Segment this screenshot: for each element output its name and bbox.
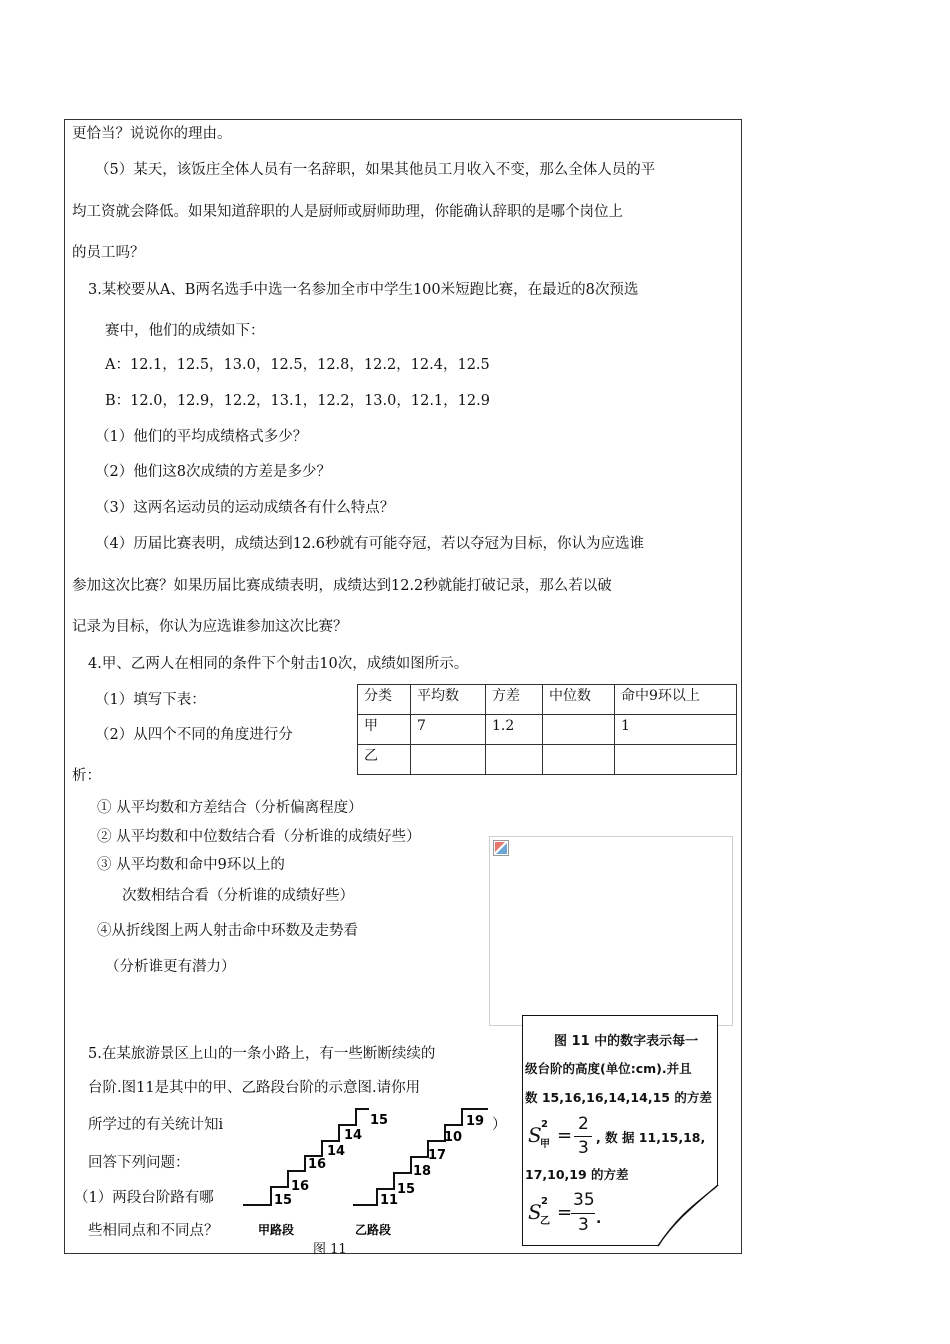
note-line: 17,10,19 的方差 <box>525 1167 629 1182</box>
analysis-item-3: ③ 从平均数和命中9环以上的 <box>97 857 285 873</box>
table-cell: 7 <box>411 715 486 745</box>
scores-b: B：12.0，12.9，12.2，13.1，12.2，13.0，12.1，12.9 <box>105 393 490 409</box>
score-table <box>357 684 737 775</box>
text-line: 更恰当？说说你的理由。 <box>72 126 232 142</box>
equals-sign: = <box>557 1202 573 1223</box>
note-line: 级台阶的高度(单位:cm).并且 <box>525 1061 692 1076</box>
note-line: , 数 据 11,15,18, <box>596 1130 706 1145</box>
text-line: 次数相结合看（分析谁的成绩好些） <box>122 888 354 904</box>
jia-label: 甲路段 <box>258 1223 295 1237</box>
question-3-1: （1）他们的平均成绩格式多少？ <box>95 429 308 445</box>
table-header-cell: 方差 <box>486 685 543 715</box>
question-3-4: （4）历届比赛表明，成绩达到12.6秒就有可能夺冠，若以夺冠为目标，你认为应选谁 <box>95 536 645 552</box>
table-cell <box>543 715 615 745</box>
variance-yi-denominator: 3 <box>578 1215 589 1235</box>
jia-step: 15 <box>274 1193 293 1208</box>
variance-jia-denominator: 3 <box>578 1138 589 1158</box>
text-line: 所学过的有关统计知i <box>88 1117 224 1133</box>
yi-step: 11 <box>380 1193 399 1208</box>
table-row <box>358 745 737 775</box>
text-line: 参加这次比赛？如果历届比赛成绩表明，成绩达到12.2秒就能打破记录，那么若以破 <box>72 578 612 594</box>
note-card <box>522 1015 720 1248</box>
table-cell <box>615 745 737 775</box>
table-cell <box>486 745 543 775</box>
yi-label: 乙路段 <box>355 1223 392 1237</box>
yi-step: 17 <box>428 1148 447 1163</box>
period-mark: . <box>596 1211 602 1227</box>
jia-step: 16 <box>308 1157 327 1172</box>
question-3-3: （3）这两名运动员的运动成绩各有什么特点？ <box>95 500 395 516</box>
fraction-bar <box>571 1213 595 1214</box>
table-cell <box>543 745 615 775</box>
question-3-2: （2）他们这8次成绩的方差是多少？ <box>95 464 331 480</box>
analysis-item-4: ④从折线图上两人射击命中环数及走势看 <box>97 923 358 939</box>
question-2-5: （5）某天，该饭庄全体人员有一名辞职，如果其他员工月收入不变，那么全体人员的平 <box>95 162 656 178</box>
yi-step: 10 <box>444 1130 463 1145</box>
table-row <box>358 715 737 745</box>
table-cell: 1.2 <box>486 715 543 745</box>
analysis-item-2: ② 从平均数和中位数结合看（分析谁的成绩好些） <box>97 829 421 845</box>
scores-a: A：12.1，12.5，13.0，12.5，12.8，12.2，12.4，12.5 <box>105 357 490 373</box>
variance-jia-symbol: S <box>528 1123 542 1147</box>
jia-step: 15 <box>370 1113 389 1128</box>
jia-step: 16 <box>291 1179 310 1194</box>
table-cell: 乙 <box>358 745 411 775</box>
note-line: 数 15,16,16,14,14,15 的方差 <box>525 1090 712 1105</box>
table-header-cell: 命中9环以上 <box>615 685 737 715</box>
jia-step: 14 <box>327 1144 346 1159</box>
table-cell: 1 <box>615 715 737 745</box>
table-header-row <box>358 685 737 715</box>
variance-jia-numerator: 2 <box>578 1114 589 1134</box>
text-line: 析： <box>72 768 101 784</box>
text-line: 均工资就会降低。如果知道辞职的人是厨师或厨师助理，你能确认辞职的是哪个岗位上 <box>72 204 623 220</box>
text-line: ） <box>492 1117 507 1133</box>
fraction-bar <box>574 1136 592 1137</box>
text-line: 的员工吗？ <box>72 245 145 261</box>
question-4: 4.甲、乙两人在相同的条件下个射击10次，成绩如图所示。 <box>88 656 469 672</box>
variance-yi-numerator: 35 <box>573 1190 595 1210</box>
question-5: 5.在某旅游景区上山的一条小路上，有一些断断续续的 <box>88 1046 436 1062</box>
analysis-item-1: ① 从平均数和方差结合（分析偏离程度） <box>97 800 363 816</box>
text-line: （分析谁更有潜力） <box>105 959 236 975</box>
text-line: 台阶.图11是其中的甲、乙路段台阶的示意图.请你用 <box>88 1080 421 1096</box>
text-line: 赛中，他们的成绩如下： <box>105 323 265 339</box>
yi-step: 15 <box>397 1182 416 1197</box>
equals-sign: = <box>557 1125 573 1146</box>
note-line: 图 11 中的数字表示每一 <box>554 1034 699 1049</box>
variance-yi-symbol: S <box>528 1200 542 1224</box>
variance-yi-sub: 乙 <box>540 1216 550 1227</box>
text-line: 记录为目标，你认为应选谁参加这次比赛？ <box>72 619 348 635</box>
question-3: 3.某校要从A、B两名选手中选一名参加全市中学生100米短跑比赛，在最近的8次预选 <box>88 282 639 298</box>
yi-step: 19 <box>466 1114 485 1129</box>
table-cell <box>411 745 486 775</box>
table-header-cell: 分类 <box>358 685 411 715</box>
table-header-cell: 平均数 <box>411 685 486 715</box>
variance-jia-exponent: 2 <box>541 1119 548 1130</box>
variance-yi-exponent: 2 <box>541 1196 548 1207</box>
broken-image-icon <box>493 840 509 856</box>
yi-step: 18 <box>413 1164 432 1179</box>
jia-step: 14 <box>344 1128 363 1143</box>
question-4-1: （1）填写下表： <box>95 692 206 708</box>
table-header-cell: 中位数 <box>543 685 615 715</box>
table-cell: 甲 <box>358 715 411 745</box>
text-line: 些相同点和不同点？ <box>88 1223 219 1239</box>
text-line: 回答下列问题： <box>88 1155 190 1171</box>
stairs-figure <box>243 1105 503 1240</box>
question-5-1: （1）两段台阶路有哪 <box>74 1190 214 1206</box>
variance-jia-sub: 甲 <box>540 1139 550 1150</box>
broken-image-placeholder <box>489 836 733 1026</box>
figure-caption: 图 11 <box>313 1242 347 1257</box>
question-4-2: （2）从四个不同的角度进行分 <box>95 727 293 743</box>
